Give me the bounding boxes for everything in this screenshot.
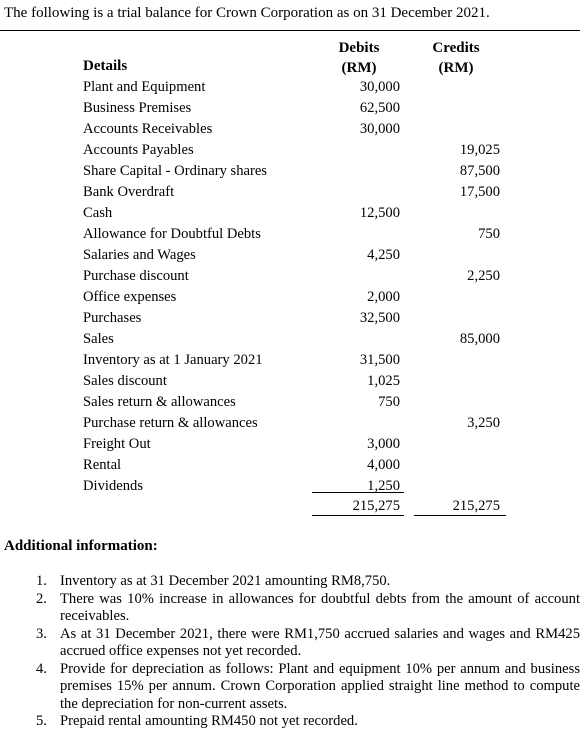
header-credits: [415, 38, 497, 78]
row-label: Sales: [83, 331, 114, 347]
row-debit: 30,000: [359, 121, 400, 137]
header-credits-label: Credits: [432, 40, 480, 56]
row-debit: 1,025: [367, 373, 400, 389]
row-label: Accounts Receivables: [83, 121, 213, 137]
row-credit: 19,025: [459, 142, 500, 158]
row-label: Sales discount: [83, 373, 167, 389]
row-credit: 85,000: [459, 331, 500, 347]
note-number: 1.: [36, 573, 47, 589]
additional-info-title: Additional information:: [4, 538, 158, 554]
table-row: [0, 245, 580, 266]
table-row: [0, 119, 580, 140]
row-credit: 3,250: [467, 415, 500, 431]
table-row: [0, 203, 580, 224]
row-debit: 30,000: [359, 79, 400, 95]
table-row: [0, 308, 580, 329]
note-text: Provide for depreciation as follows: Plant and equipment 10% per annum and business premises 15% per annum. Crown Corporation applied straight line method to compute the depreciation for non-current assets.: [60, 660, 580, 712]
row-label: Plant and Equipment: [83, 79, 206, 95]
note-text: Inventory as at 31 December 2021 amounting RM8,750.: [60, 573, 391, 589]
table-row: [0, 455, 580, 476]
table-row: [0, 413, 580, 434]
table-row: [0, 371, 580, 392]
row-debit: 4,250: [367, 247, 400, 263]
table-row: [0, 98, 580, 119]
top-divider: [0, 30, 580, 31]
note-number: 4.: [36, 660, 47, 677]
row-debit: 3,000: [367, 436, 400, 452]
note-item: [36, 626, 580, 661]
row-debit: 750: [378, 394, 400, 410]
row-debit: 31,500: [359, 352, 400, 368]
row-label: Office expenses: [83, 289, 177, 305]
row-debit: 32,500: [359, 310, 400, 326]
row-label: Accounts Payables: [83, 142, 194, 158]
debit-total: 215,275: [352, 498, 400, 514]
row-label: Purchases: [83, 310, 142, 326]
row-debit: 4,000: [367, 457, 400, 473]
header-debits-unit: (RM): [341, 60, 377, 76]
table-row: [0, 329, 580, 350]
row-label: Allowance for Doubtful Debts: [83, 226, 261, 242]
row-label: Cash: [83, 205, 113, 221]
intro-text: The following is a trial balance for Crown Corporation as on 31 December 2021.: [4, 5, 490, 21]
table-row: [0, 287, 580, 308]
table-row: [0, 350, 580, 371]
row-label: Freight Out: [83, 436, 151, 452]
note-item: [36, 661, 580, 714]
note-text: As at 31 December 2021, there were RM1,750 accrued salaries and wages and RM425 accrued office expenses not yet recorded.: [60, 625, 580, 659]
table-row: [0, 266, 580, 287]
row-label: Share Capital - Ordinary shares: [83, 163, 267, 179]
table-row: [0, 77, 580, 98]
header-credits-unit: (RM): [438, 60, 474, 76]
note-number: 3.: [36, 625, 47, 642]
note-number: 2.: [36, 590, 47, 607]
header-debits-label: Debits: [338, 40, 380, 56]
row-label: Rental: [83, 457, 122, 473]
table-row: [0, 434, 580, 455]
note-item: [36, 573, 580, 591]
row-debit: 1,250: [367, 478, 400, 494]
row-debit: 62,500: [359, 100, 400, 116]
row-label: Business Premises: [83, 100, 192, 116]
row-label: Sales return & allowances: [83, 394, 236, 410]
row-label: Dividends: [83, 478, 143, 494]
note-item: [36, 713, 580, 731]
debit-subtotal-line: [312, 492, 404, 493]
row-credit: 750: [478, 226, 500, 242]
header-details: Details: [83, 58, 128, 74]
row-debit: 2,000: [367, 289, 400, 305]
table-row: [0, 224, 580, 245]
table-row: [0, 392, 580, 413]
credit-total: 215,275: [452, 498, 500, 514]
row-debit: 12,500: [359, 205, 400, 221]
table-row: [0, 140, 580, 161]
row-label: Bank Overdraft: [83, 184, 175, 200]
note-item: [36, 591, 580, 626]
row-credit: 87,500: [459, 163, 500, 179]
row-label: Salaries and Wages: [83, 247, 196, 263]
row-credit: 17,500: [459, 184, 500, 200]
additional-info-list: [36, 573, 580, 731]
row-label: Inventory as at 1 January 2021: [83, 352, 263, 368]
note-number: 5.: [36, 713, 47, 729]
row-credit: 2,250: [467, 268, 500, 284]
note-text: Prepaid rental amounting RM450 not yet recorded.: [60, 713, 358, 729]
row-label: Purchase discount: [83, 268, 189, 284]
row-label: Purchase return & allowances: [83, 415, 258, 431]
table-row: [0, 161, 580, 182]
table-row: [0, 182, 580, 203]
header-debits: [318, 38, 400, 78]
note-text: There was 10% increase in allowances for doubtful debts from the amount of account receivables.: [60, 590, 580, 624]
table-row: [0, 476, 580, 497]
